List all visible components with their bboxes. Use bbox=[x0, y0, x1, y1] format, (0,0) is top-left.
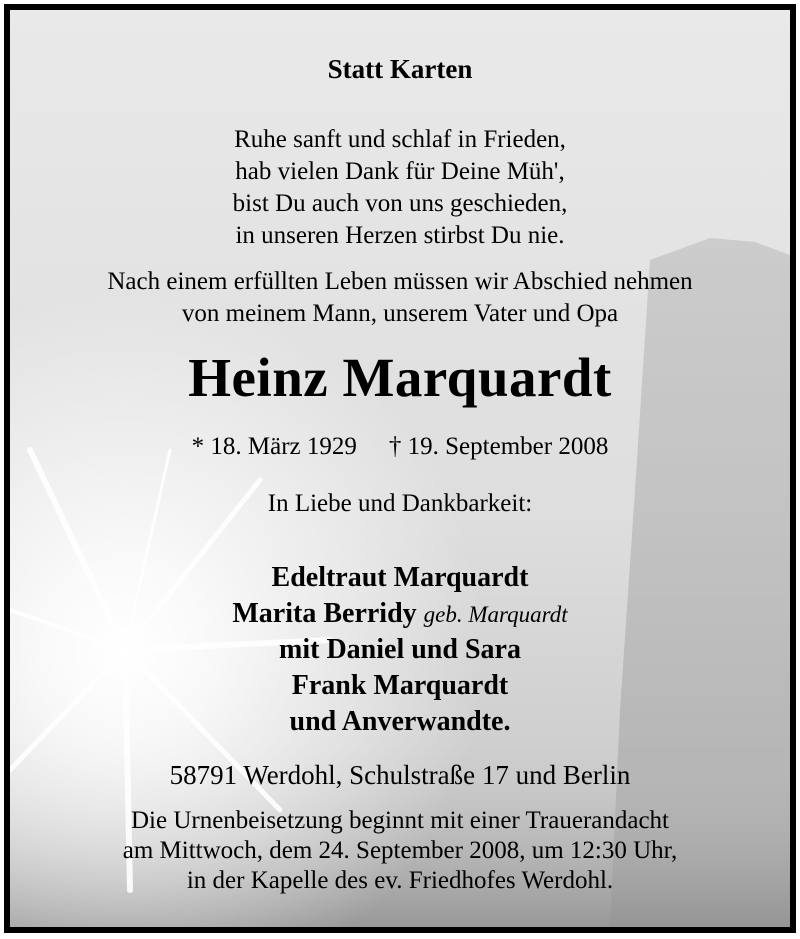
family-member bbox=[10, 596, 790, 633]
family-member-name: Marita Berridy bbox=[232, 598, 417, 629]
service-info-line: Die Urnenbeisetzung beginnt mit einer Trauerandacht bbox=[130, 807, 670, 834]
verse-line: hab vielen Dank für Deine Müh', bbox=[235, 158, 565, 185]
family-member: Frank Marquardt bbox=[291, 670, 509, 701]
service-info-line: am Mittwoch, dem 24. September 2008, um 12:30 Uhr, bbox=[122, 837, 678, 864]
family-member: mit Daniel und Sara bbox=[279, 634, 521, 665]
verse-line: in unseren Herzen stirbst Du nie. bbox=[235, 222, 565, 249]
life-dates bbox=[10, 433, 790, 461]
intro-line: von meinem Mann, unserem Vater und Opa bbox=[181, 300, 619, 327]
service-info-line: in der Kapelle des ev. Friedhofes Werdohl. bbox=[186, 867, 614, 894]
family-member: und Anverwandte. bbox=[289, 706, 511, 737]
verse-line: bist Du auch von uns geschieden, bbox=[232, 190, 568, 217]
header-statt-karten: Statt Karten bbox=[327, 54, 473, 84]
family-member: Edeltraut Marquardt bbox=[271, 562, 529, 593]
deceased-name: Heinz Marquardt bbox=[188, 347, 612, 408]
family-address: 58791 Werdohl, Schulstraße 17 und Berlin bbox=[169, 760, 631, 790]
family-member-maiden-name: geb. Marquardt bbox=[423, 602, 568, 627]
death-date: † 19. September 2008 bbox=[388, 433, 609, 460]
birth-date: * 18. März 1929 bbox=[191, 433, 357, 460]
closing-phrase: In Liebe und Dankbarkeit: bbox=[267, 490, 533, 517]
obituary-notice bbox=[4, 4, 796, 933]
intro-line: Nach einem erfüllten Leben müssen wir Abschied nehmen bbox=[107, 268, 693, 295]
verse-line: Ruhe sanft und schlaf in Frieden, bbox=[234, 126, 566, 153]
